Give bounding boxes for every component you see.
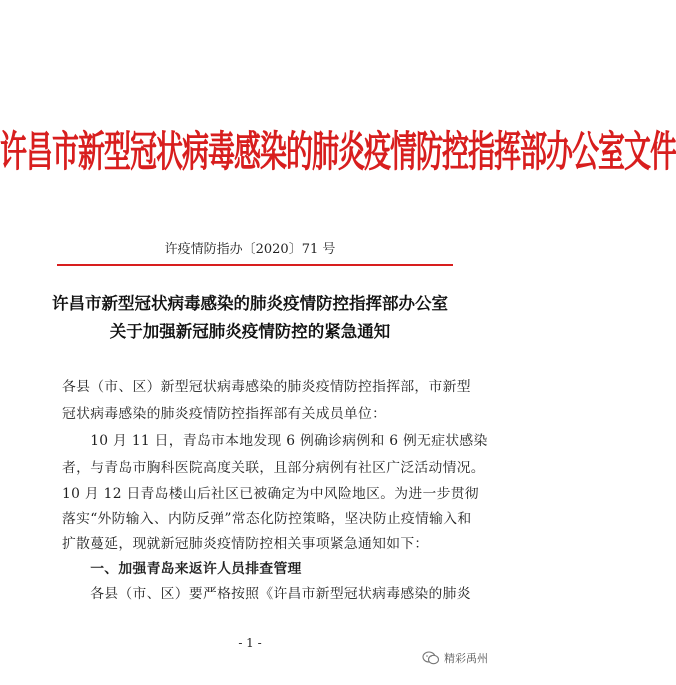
red-divider bbox=[57, 264, 453, 266]
body-line: 落实“外防输入、内防反弹”常态化防控策略，坚决防止疫情输入和 bbox=[62, 511, 472, 527]
body-line: 各县（市、区）要严格按照《许昌市新型冠状病毒感染的肺炎 bbox=[62, 586, 471, 602]
document-number: 许疫情防指办〔2020〕71 号 bbox=[164, 242, 336, 257]
notice-title-line-2: 关于加强新冠肺炎疫情防控的紧急通知 bbox=[109, 322, 391, 341]
body-line: 者，与青岛市胸科医院高度关联，且部分病例有社区广泛活动情况。 bbox=[62, 460, 485, 476]
body-line: 冠状病毒感染的肺炎疫情防控指挥部有关成员单位： bbox=[62, 406, 387, 422]
notice-title-line-1: 许昌市新型冠状病毒感染的肺炎疫情防控指挥部办公室 bbox=[52, 294, 448, 313]
watermark bbox=[423, 650, 488, 666]
section-heading: 一、加强青岛来返许人员排查管理 bbox=[62, 561, 302, 577]
wechat-icon bbox=[423, 651, 439, 665]
watermark-text: 精彩禹州 bbox=[444, 652, 488, 665]
body-line: 扩散蔓延，现就新冠肺炎疫情防控相关事项紧急通知如下： bbox=[62, 536, 429, 552]
body-line: 各县（市、区）新型冠状病毒感染的肺炎疫情防控指挥部，市新型 bbox=[62, 379, 471, 395]
body-line: 10 月 11 日，青岛市本地发现 6 例确诊病例和 6 例无症状感染 bbox=[62, 433, 488, 449]
page-number: - 1 - bbox=[238, 636, 262, 650]
body-line: 10 月 12 日青岛楼山后社区已被确定为中风险地区。为进一步贯彻 bbox=[62, 486, 479, 502]
issuer-header: 许昌市新型冠状病毒感染的肺炎疫情防控指挥部办公室文件 bbox=[0, 128, 676, 177]
